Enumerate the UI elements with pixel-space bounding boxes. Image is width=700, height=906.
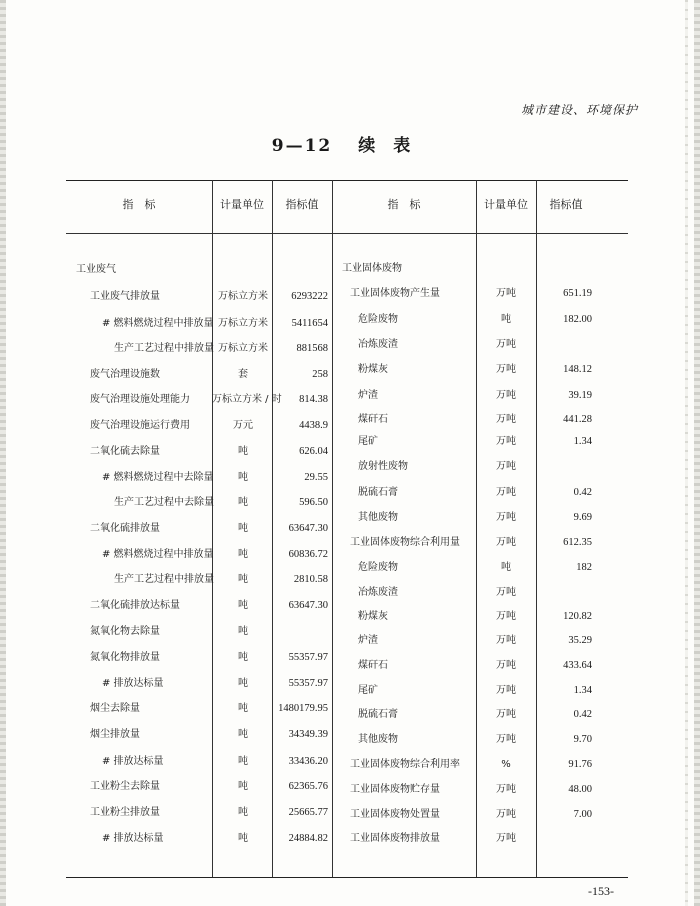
right-indicator-header: 指 标 (387, 198, 421, 211)
unit-cell: 吨 (238, 781, 248, 792)
value-cell: 33436.20 (288, 756, 328, 767)
table-row (332, 457, 596, 477)
table-row (66, 493, 332, 513)
unit-cell: 吨 (238, 600, 248, 611)
value-cell: 120.82 (563, 611, 592, 622)
unit-cell: 吨 (238, 574, 248, 585)
table-row (332, 360, 596, 380)
value-cell: 60836.72 (288, 549, 328, 560)
value-cell: 7.00 (573, 809, 592, 820)
table-row (332, 656, 596, 676)
table-row (66, 314, 332, 334)
page-number: -153- (588, 884, 614, 898)
table-row (332, 780, 596, 800)
indicator-name: 煤矸石 (358, 414, 388, 425)
indicator-name: 炉渣 (358, 390, 378, 401)
unit-cell: 万吨 (496, 611, 516, 622)
unit-cell: 吨 (501, 562, 511, 573)
value-cell: 1.34 (573, 685, 592, 696)
indicator-name: 氮氧化物排放量 (90, 652, 160, 663)
indicator-name: 冶炼废渣 (358, 587, 398, 598)
table-row (66, 442, 332, 462)
value-cell: 63647.30 (288, 523, 328, 534)
table-row (332, 730, 596, 750)
indicator-name: 工业固体废物排放量 (350, 833, 440, 844)
indicator-name: 氮氧化物去除量 (90, 626, 160, 637)
table-row (332, 386, 596, 406)
table-row (66, 622, 332, 642)
value-cell: 148.12 (563, 364, 592, 375)
table-row (66, 287, 332, 307)
right-value-header: 指标值 (549, 198, 583, 211)
indicator-name: 工业粉尘去除量 (90, 781, 160, 792)
indicator-name: # 燃料燃烧过程中排放量 (102, 549, 214, 560)
value-cell: 34349.39 (288, 729, 328, 740)
indicator-name: 尾矿 (358, 685, 378, 696)
value-cell: 612.35 (563, 537, 592, 548)
value-cell: 48.00 (568, 784, 592, 795)
unit-cell: 万吨 (496, 734, 516, 745)
unit-cell: 万吨 (496, 833, 516, 844)
indicator-name: 尾矿 (358, 436, 378, 447)
indicator-name: # 排放达标量 (102, 756, 164, 767)
indicator-name: 危险废物 (358, 562, 398, 573)
table-row (332, 681, 596, 701)
left-indicator-header: 指 标 (122, 198, 156, 211)
table-row (66, 545, 332, 565)
indicator-name: 其他废物 (358, 512, 398, 523)
indicator-name: 工业固体废物综合利用率 (350, 759, 460, 770)
indicator-name: 废气治理设施数 (90, 369, 160, 380)
unit-cell: 万吨 (496, 414, 516, 425)
value-cell: 24884.82 (288, 833, 328, 844)
table-continued-label: 续表 (358, 136, 429, 156)
table-row (66, 570, 332, 590)
unit-cell: 吨 (238, 446, 248, 457)
table-row (66, 777, 332, 797)
unit-cell: 吨 (238, 652, 248, 663)
unit-cell: 万标立方米 (218, 291, 268, 302)
unit-cell: 吨 (238, 626, 248, 637)
value-cell: 62365.76 (288, 781, 328, 792)
indicator-name: 工业粉尘排放量 (90, 807, 160, 818)
table-row (332, 410, 596, 430)
unit-cell: 万标立方米 (218, 318, 268, 329)
value-cell: 25665.77 (288, 807, 328, 818)
table-row (332, 483, 596, 503)
table-row (332, 259, 596, 279)
value-cell: 4438.9 (299, 420, 328, 431)
table-row (332, 310, 596, 330)
unit-cell: 万吨 (496, 809, 516, 820)
unit-cell: 万吨 (496, 685, 516, 696)
left-unit-header: 计量单位 (220, 198, 264, 211)
table-bottom-rule (66, 877, 628, 878)
value-cell: 626.04 (299, 446, 328, 457)
table-row (66, 803, 332, 823)
unit-cell: 万吨 (496, 660, 516, 671)
table-row (332, 805, 596, 825)
unit-cell: 万吨 (496, 364, 516, 375)
indicator-name: # 燃料燃烧过程中去除量 (102, 472, 214, 483)
indicator-name: 煤矸石 (358, 660, 388, 671)
indicator-name: 工业固体废物贮存量 (350, 784, 440, 795)
table-row (332, 558, 596, 578)
value-cell: 1480179.95 (278, 703, 328, 714)
table-title (0, 131, 700, 156)
table-row (332, 335, 596, 355)
table-row (332, 631, 596, 651)
value-cell: 39.19 (568, 390, 592, 401)
value-cell: 0.42 (573, 487, 592, 498)
value-cell: 55357.97 (288, 652, 328, 663)
value-cell: 814.38 (299, 394, 328, 405)
unit-cell: 万吨 (496, 390, 516, 401)
unit-cell: 吨 (238, 703, 248, 714)
table-row (66, 648, 332, 668)
right-unit-header: 计量单位 (484, 198, 528, 211)
unit-cell: 万吨 (496, 512, 516, 523)
unit-cell: 万吨 (496, 784, 516, 795)
unit-cell: 万元 (233, 420, 253, 431)
indicator-name: 工业固体废物综合利用量 (350, 537, 460, 548)
value-cell: 1.34 (573, 436, 592, 447)
value-cell: 651.19 (563, 288, 592, 299)
indicator-name: 生产工艺过程中排放量 (114, 574, 214, 585)
indicator-name: 放射性废物 (358, 461, 408, 472)
indicator-name: # 排放达标量 (102, 833, 164, 844)
table-row (332, 829, 596, 849)
table-row (332, 705, 596, 725)
unit-cell: 吨 (238, 729, 248, 740)
indicator-name: 二氧化硫去除量 (90, 446, 160, 457)
value-cell: 55357.97 (288, 678, 328, 689)
value-cell: 9.70 (573, 734, 592, 745)
table-top-rule (66, 180, 628, 181)
indicator-name: 危险废物 (358, 314, 398, 325)
table-row (332, 755, 596, 775)
running-header: 城市建设、环境保护 (520, 103, 638, 117)
table-number: 9—12 (271, 136, 333, 156)
table-row (66, 519, 332, 539)
value-cell: 182.00 (563, 314, 592, 325)
value-cell: 182 (576, 562, 592, 573)
table-row (332, 432, 596, 452)
table-row (66, 674, 332, 694)
unit-cell: 吨 (238, 756, 248, 767)
value-cell: 35.29 (568, 635, 592, 646)
indicator-name: 脱硫石膏 (358, 487, 398, 498)
table-row (66, 260, 332, 280)
unit-cell: 万标立方米 / 时 (212, 394, 282, 405)
unit-cell: 万吨 (496, 339, 516, 350)
indicator-name: 粉煤灰 (358, 364, 388, 375)
unit-cell: 吨 (238, 472, 248, 483)
table-row (66, 829, 332, 849)
indicator-name: 生产工艺过程中去除量 (114, 497, 214, 508)
value-cell: 441.28 (563, 414, 592, 425)
value-cell: 9.69 (573, 512, 592, 523)
table-row (332, 533, 596, 553)
unit-cell: 套 (238, 369, 248, 380)
value-cell: 5411654 (291, 318, 328, 329)
unit-cell: 吨 (238, 807, 248, 818)
indicator-name: 二氧化硫排放达标量 (90, 600, 180, 611)
indicator-name: 生产工艺过程中排放量 (114, 343, 214, 354)
unit-cell: 万吨 (496, 635, 516, 646)
unit-cell: 万吨 (496, 436, 516, 447)
unit-cell: 吨 (238, 549, 248, 560)
indicator-name: 烟尘去除量 (90, 703, 140, 714)
indicator-name: 其他废物 (358, 734, 398, 745)
value-cell: 0.42 (573, 709, 592, 720)
unit-cell: 万标立方米 (218, 343, 268, 354)
indicator-name: 冶炼废渣 (358, 339, 398, 350)
table-row (66, 365, 332, 385)
unit-cell: 万吨 (496, 487, 516, 498)
unit-cell: 万吨 (496, 537, 516, 548)
indicator-name: 粉煤灰 (358, 611, 388, 622)
table-row (66, 339, 332, 359)
table-row (66, 699, 332, 719)
value-cell: 596.50 (299, 497, 328, 508)
unit-cell: 万吨 (496, 461, 516, 472)
value-cell: 63647.30 (288, 600, 328, 611)
indicator-name: 烟尘排放量 (90, 729, 140, 740)
table-row (332, 607, 596, 627)
indicator-name: 工业固体废物处置量 (350, 809, 440, 820)
value-cell: 91.76 (568, 759, 592, 770)
value-cell: 433.64 (563, 660, 592, 671)
table-row (66, 390, 332, 410)
table-row (66, 725, 332, 745)
indicator-name: 废气治理设施处理能力 (90, 394, 190, 405)
indicator-name: 工业废气排放量 (90, 291, 160, 302)
unit-cell: 吨 (501, 314, 511, 325)
table-row (66, 596, 332, 616)
indicator-name: 工业固体废物 (342, 263, 402, 274)
table-row (66, 416, 332, 436)
indicator-name: # 燃料燃烧过程中排放量 (102, 318, 214, 329)
unit-cell: % (501, 759, 511, 770)
table-row (66, 752, 332, 772)
unit-cell: 吨 (238, 833, 248, 844)
indicator-name: 工业废气 (76, 264, 116, 275)
indicator-name: # 排放达标量 (102, 678, 164, 689)
indicator-name: 工业固体废物产生量 (350, 288, 440, 299)
unit-cell: 万吨 (496, 709, 516, 720)
table-header-rule (66, 233, 628, 234)
table-row (332, 508, 596, 528)
unit-cell: 万吨 (496, 587, 516, 598)
indicator-name: 脱硫石膏 (358, 709, 398, 720)
left-value-header: 指标值 (285, 198, 319, 211)
value-cell: 881568 (296, 343, 328, 354)
indicator-name: 二氧化硫排放量 (90, 523, 160, 534)
value-cell: 258 (312, 369, 328, 380)
unit-cell: 吨 (238, 678, 248, 689)
table-row (332, 284, 596, 304)
value-cell: 2810.58 (293, 574, 328, 585)
value-cell: 29.55 (304, 472, 328, 483)
indicator-name: 废气治理设施运行费用 (90, 420, 190, 431)
table-row (66, 468, 332, 488)
indicator-name: 炉渣 (358, 635, 378, 646)
value-cell: 6293222 (291, 291, 328, 302)
unit-cell: 吨 (238, 523, 248, 534)
unit-cell: 吨 (238, 497, 248, 508)
unit-cell: 万吨 (496, 288, 516, 299)
table-row (332, 583, 596, 603)
